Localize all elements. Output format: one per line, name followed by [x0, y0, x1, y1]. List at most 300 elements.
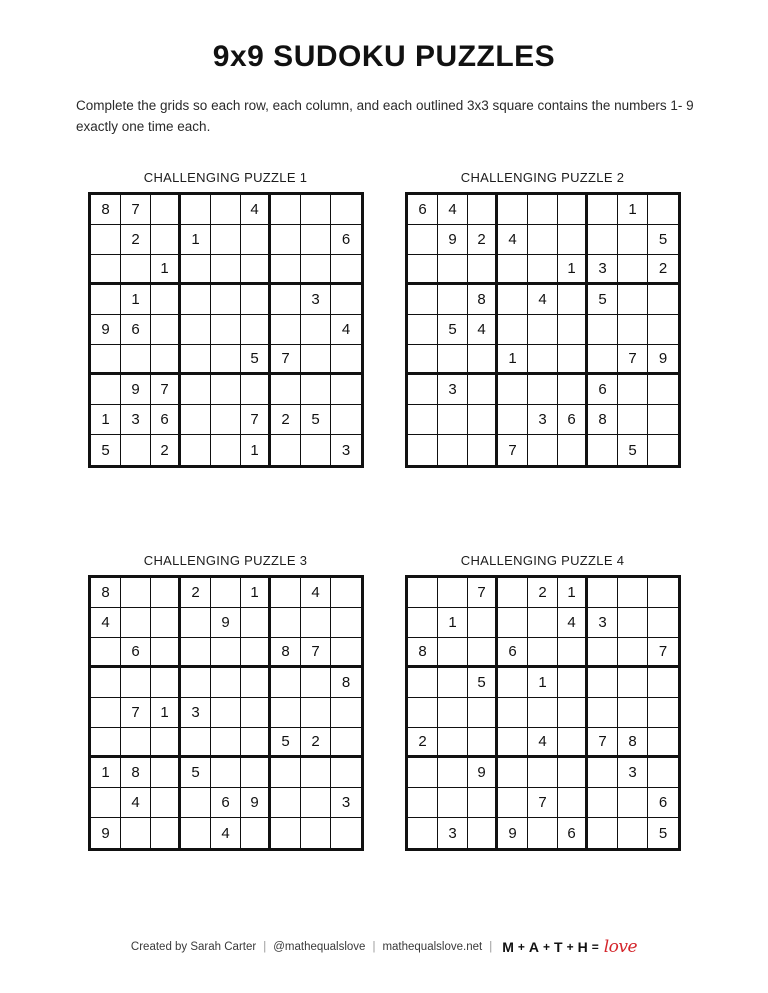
sudoku-cell[interactable] — [468, 818, 498, 848]
sudoku-cell[interactable]: 6 — [648, 788, 678, 818]
sudoku-cell[interactable]: 2 — [151, 435, 181, 465]
sudoku-cell[interactable]: 8 — [618, 728, 648, 758]
sudoku-cell[interactable] — [588, 758, 618, 788]
sudoku-cell[interactable] — [618, 225, 648, 255]
sudoku-cell[interactable] — [408, 698, 438, 728]
sudoku-cell[interactable]: 8 — [468, 285, 498, 315]
sudoku-cell[interactable]: 7 — [498, 435, 528, 465]
sudoku-cell[interactable] — [181, 255, 211, 285]
sudoku-cell[interactable]: 1 — [241, 435, 271, 465]
sudoku-cell[interactable] — [618, 578, 648, 608]
sudoku-cell[interactable] — [498, 375, 528, 405]
sudoku-cell[interactable] — [438, 788, 468, 818]
sudoku-cell[interactable] — [648, 758, 678, 788]
sudoku-cell[interactable]: 8 — [91, 578, 121, 608]
sudoku-cell[interactable] — [588, 345, 618, 375]
sudoku-cell[interactable]: 4 — [528, 728, 558, 758]
sudoku-cell[interactable] — [648, 668, 678, 698]
sudoku-cell[interactable] — [151, 225, 181, 255]
sudoku-cell[interactable] — [468, 788, 498, 818]
sudoku-cell[interactable] — [241, 375, 271, 405]
sudoku-cell[interactable] — [331, 608, 361, 638]
sudoku-cell[interactable]: 2 — [181, 578, 211, 608]
sudoku-cell[interactable]: 7 — [618, 345, 648, 375]
sudoku-cell[interactable]: 5 — [438, 315, 468, 345]
sudoku-cell[interactable] — [151, 638, 181, 668]
sudoku-cell[interactable] — [301, 315, 331, 345]
sudoku-cell[interactable] — [271, 195, 301, 225]
sudoku-cell[interactable] — [618, 818, 648, 848]
sudoku-cell[interactable] — [211, 195, 241, 225]
sudoku-cell[interactable]: 4 — [241, 195, 271, 225]
sudoku-cell[interactable] — [408, 255, 438, 285]
sudoku-cell[interactable]: 3 — [181, 698, 211, 728]
sudoku-cell[interactable] — [91, 698, 121, 728]
sudoku-cell[interactable] — [121, 668, 151, 698]
sudoku-cell[interactable] — [528, 195, 558, 225]
sudoku-cell[interactable] — [558, 728, 588, 758]
sudoku-cell[interactable] — [211, 345, 241, 375]
sudoku-cell[interactable] — [151, 758, 181, 788]
sudoku-cell[interactable] — [468, 345, 498, 375]
sudoku-cell[interactable]: 3 — [121, 405, 151, 435]
sudoku-cell[interactable] — [408, 758, 438, 788]
sudoku-cell[interactable] — [588, 435, 618, 465]
sudoku-cell[interactable] — [331, 728, 361, 758]
sudoku-cell[interactable]: 5 — [91, 435, 121, 465]
sudoku-cell[interactable] — [301, 608, 331, 638]
sudoku-cell[interactable]: 3 — [438, 375, 468, 405]
sudoku-cell[interactable]: 2 — [271, 405, 301, 435]
sudoku-cell[interactable]: 4 — [468, 315, 498, 345]
sudoku-cell[interactable] — [528, 435, 558, 465]
sudoku-cell[interactable]: 5 — [241, 345, 271, 375]
sudoku-cell[interactable] — [408, 578, 438, 608]
sudoku-cell[interactable] — [558, 285, 588, 315]
sudoku-cell[interactable] — [648, 608, 678, 638]
sudoku-cell[interactable] — [588, 195, 618, 225]
sudoku-cell[interactable] — [301, 435, 331, 465]
sudoku-cell[interactable] — [498, 788, 528, 818]
sudoku-cell[interactable] — [648, 698, 678, 728]
sudoku-cell[interactable]: 4 — [331, 315, 361, 345]
sudoku-cell[interactable] — [528, 315, 558, 345]
sudoku-cell[interactable]: 6 — [121, 315, 151, 345]
sudoku-cell[interactable] — [91, 345, 121, 375]
sudoku-cell[interactable] — [271, 225, 301, 255]
sudoku-cell[interactable]: 9 — [121, 375, 151, 405]
sudoku-cell[interactable]: 8 — [408, 638, 438, 668]
sudoku-cell[interactable]: 6 — [408, 195, 438, 225]
sudoku-cell[interactable]: 4 — [301, 578, 331, 608]
sudoku-cell[interactable] — [648, 375, 678, 405]
sudoku-cell[interactable]: 5 — [301, 405, 331, 435]
sudoku-cell[interactable]: 9 — [468, 758, 498, 788]
sudoku-cell[interactable] — [211, 315, 241, 345]
sudoku-cell[interactable] — [271, 698, 301, 728]
sudoku-cell[interactable]: 3 — [331, 788, 361, 818]
sudoku-cell[interactable] — [151, 668, 181, 698]
sudoku-cell[interactable]: 1 — [618, 195, 648, 225]
sudoku-cell[interactable] — [331, 638, 361, 668]
sudoku-cell[interactable] — [528, 638, 558, 668]
sudoku-cell[interactable]: 3 — [528, 405, 558, 435]
sudoku-cell[interactable] — [408, 668, 438, 698]
sudoku-cell[interactable] — [241, 225, 271, 255]
sudoku-grid-4[interactable] — [405, 575, 681, 851]
sudoku-cell[interactable]: 1 — [121, 285, 151, 315]
sudoku-cell[interactable] — [498, 668, 528, 698]
sudoku-cell[interactable] — [498, 285, 528, 315]
sudoku-cell[interactable] — [558, 788, 588, 818]
sudoku-cell[interactable] — [91, 788, 121, 818]
sudoku-cell[interactable] — [91, 225, 121, 255]
sudoku-cell[interactable] — [241, 315, 271, 345]
sudoku-cell[interactable]: 6 — [498, 638, 528, 668]
sudoku-cell[interactable] — [301, 375, 331, 405]
sudoku-cell[interactable] — [151, 788, 181, 818]
sudoku-cell[interactable] — [271, 758, 301, 788]
sudoku-cell[interactable] — [271, 788, 301, 818]
sudoku-cell[interactable]: 4 — [121, 788, 151, 818]
sudoku-cell[interactable] — [558, 345, 588, 375]
sudoku-cell[interactable] — [498, 758, 528, 788]
sudoku-cell[interactable] — [618, 405, 648, 435]
sudoku-cell[interactable] — [121, 435, 151, 465]
sudoku-cell[interactable]: 1 — [528, 668, 558, 698]
sudoku-cell[interactable]: 8 — [331, 668, 361, 698]
sudoku-cell[interactable] — [121, 818, 151, 848]
sudoku-cell[interactable] — [528, 375, 558, 405]
sudoku-cell[interactable] — [408, 375, 438, 405]
sudoku-cell[interactable]: 8 — [271, 638, 301, 668]
sudoku-cell[interactable] — [211, 375, 241, 405]
sudoku-cell[interactable]: 3 — [438, 818, 468, 848]
sudoku-cell[interactable] — [241, 728, 271, 758]
sudoku-cell[interactable] — [271, 255, 301, 285]
sudoku-cell[interactable] — [271, 818, 301, 848]
sudoku-cell[interactable]: 5 — [468, 668, 498, 698]
sudoku-cell[interactable] — [558, 698, 588, 728]
sudoku-cell[interactable] — [331, 578, 361, 608]
sudoku-cell[interactable]: 2 — [648, 255, 678, 285]
sudoku-cell[interactable]: 9 — [91, 818, 121, 848]
sudoku-cell[interactable] — [648, 285, 678, 315]
sudoku-cell[interactable] — [558, 668, 588, 698]
sudoku-cell[interactable] — [618, 285, 648, 315]
sudoku-cell[interactable] — [408, 285, 438, 315]
sudoku-cell[interactable] — [151, 345, 181, 375]
sudoku-cell[interactable]: 2 — [121, 225, 151, 255]
sudoku-cell[interactable] — [181, 195, 211, 225]
sudoku-cell[interactable] — [558, 435, 588, 465]
sudoku-cell[interactable] — [91, 375, 121, 405]
sudoku-cell[interactable]: 4 — [558, 608, 588, 638]
sudoku-cell[interactable] — [151, 728, 181, 758]
sudoku-cell[interactable] — [498, 728, 528, 758]
sudoku-cell[interactable] — [271, 608, 301, 638]
sudoku-cell[interactable] — [151, 578, 181, 608]
sudoku-cell[interactable] — [588, 638, 618, 668]
sudoku-cell[interactable] — [181, 608, 211, 638]
sudoku-cell[interactable]: 6 — [588, 375, 618, 405]
sudoku-cell[interactable] — [498, 195, 528, 225]
sudoku-cell[interactable] — [151, 285, 181, 315]
sudoku-cell[interactable] — [271, 435, 301, 465]
sudoku-cell[interactable]: 8 — [121, 758, 151, 788]
sudoku-cell[interactable]: 4 — [211, 818, 241, 848]
sudoku-cell[interactable]: 6 — [558, 818, 588, 848]
sudoku-cell[interactable] — [438, 435, 468, 465]
sudoku-cell[interactable] — [648, 728, 678, 758]
sudoku-cell[interactable] — [151, 315, 181, 345]
sudoku-cell[interactable] — [468, 375, 498, 405]
sudoku-cell[interactable]: 4 — [91, 608, 121, 638]
sudoku-cell[interactable] — [498, 405, 528, 435]
sudoku-cell[interactable] — [558, 375, 588, 405]
sudoku-cell[interactable] — [301, 818, 331, 848]
sudoku-cell[interactable] — [618, 638, 648, 668]
sudoku-cell[interactable]: 4 — [438, 195, 468, 225]
sudoku-cell[interactable]: 8 — [588, 405, 618, 435]
sudoku-cell[interactable]: 2 — [408, 728, 438, 758]
sudoku-cell[interactable] — [211, 698, 241, 728]
sudoku-cell[interactable] — [528, 818, 558, 848]
sudoku-cell[interactable] — [558, 758, 588, 788]
sudoku-cell[interactable] — [241, 285, 271, 315]
sudoku-cell[interactable] — [181, 345, 211, 375]
sudoku-cell[interactable]: 3 — [588, 255, 618, 285]
sudoku-cell[interactable]: 9 — [241, 788, 271, 818]
sudoku-cell[interactable] — [181, 405, 211, 435]
sudoku-cell[interactable] — [438, 728, 468, 758]
sudoku-cell[interactable] — [468, 728, 498, 758]
sudoku-cell[interactable] — [498, 578, 528, 608]
sudoku-cell[interactable] — [121, 255, 151, 285]
sudoku-cell[interactable]: 7 — [301, 638, 331, 668]
sudoku-cell[interactable]: 4 — [528, 285, 558, 315]
sudoku-cell[interactable] — [91, 255, 121, 285]
sudoku-cell[interactable] — [528, 225, 558, 255]
sudoku-cell[interactable]: 1 — [558, 255, 588, 285]
sudoku-cell[interactable] — [618, 375, 648, 405]
sudoku-cell[interactable] — [301, 345, 331, 375]
sudoku-cell[interactable]: 7 — [151, 375, 181, 405]
sudoku-cell[interactable]: 6 — [331, 225, 361, 255]
sudoku-cell[interactable]: 2 — [528, 578, 558, 608]
sudoku-cell[interactable]: 7 — [588, 728, 618, 758]
sudoku-cell[interactable] — [181, 285, 211, 315]
sudoku-cell[interactable] — [241, 255, 271, 285]
sudoku-cell[interactable] — [211, 728, 241, 758]
sudoku-cell[interactable] — [301, 255, 331, 285]
sudoku-cell[interactable] — [271, 285, 301, 315]
sudoku-cell[interactable] — [408, 345, 438, 375]
sudoku-cell[interactable] — [331, 698, 361, 728]
sudoku-cell[interactable] — [588, 818, 618, 848]
sudoku-cell[interactable] — [468, 698, 498, 728]
sudoku-cell[interactable] — [408, 608, 438, 638]
sudoku-cell[interactable] — [468, 435, 498, 465]
sudoku-cell[interactable] — [211, 435, 241, 465]
sudoku-cell[interactable] — [241, 758, 271, 788]
sudoku-cell[interactable] — [468, 255, 498, 285]
sudoku-cell[interactable]: 7 — [528, 788, 558, 818]
sudoku-cell[interactable] — [438, 285, 468, 315]
sudoku-cell[interactable] — [558, 225, 588, 255]
sudoku-cell[interactable] — [438, 638, 468, 668]
sudoku-cell[interactable] — [618, 788, 648, 818]
sudoku-cell[interactable] — [91, 285, 121, 315]
sudoku-cell[interactable] — [438, 758, 468, 788]
sudoku-cell[interactable] — [438, 578, 468, 608]
sudoku-cell[interactable] — [408, 435, 438, 465]
sudoku-cell[interactable] — [498, 608, 528, 638]
sudoku-cell[interactable] — [181, 638, 211, 668]
sudoku-cell[interactable]: 1 — [181, 225, 211, 255]
sudoku-cell[interactable] — [498, 255, 528, 285]
sudoku-cell[interactable] — [331, 345, 361, 375]
sudoku-cell[interactable] — [438, 345, 468, 375]
sudoku-cell[interactable] — [151, 818, 181, 848]
sudoku-cell[interactable]: 3 — [588, 608, 618, 638]
sudoku-cell[interactable] — [331, 285, 361, 315]
sudoku-cell[interactable] — [181, 788, 211, 818]
sudoku-cell[interactable]: 3 — [618, 758, 648, 788]
sudoku-cell[interactable]: 7 — [468, 578, 498, 608]
sudoku-cell[interactable] — [181, 315, 211, 345]
sudoku-cell[interactable]: 1 — [498, 345, 528, 375]
sudoku-cell[interactable] — [498, 315, 528, 345]
sudoku-cell[interactable] — [648, 195, 678, 225]
sudoku-cell[interactable] — [211, 405, 241, 435]
sudoku-grid-3[interactable] — [88, 575, 364, 851]
sudoku-cell[interactable]: 2 — [301, 728, 331, 758]
sudoku-cell[interactable] — [618, 255, 648, 285]
sudoku-cell[interactable]: 1 — [91, 758, 121, 788]
sudoku-cell[interactable]: 5 — [648, 818, 678, 848]
sudoku-cell[interactable] — [211, 668, 241, 698]
sudoku-cell[interactable]: 5 — [181, 758, 211, 788]
sudoku-cell[interactable] — [181, 435, 211, 465]
sudoku-cell[interactable] — [331, 818, 361, 848]
sudoku-cell[interactable]: 9 — [498, 818, 528, 848]
sudoku-cell[interactable] — [648, 435, 678, 465]
sudoku-cell[interactable]: 6 — [121, 638, 151, 668]
sudoku-cell[interactable] — [588, 315, 618, 345]
sudoku-cell[interactable]: 7 — [271, 345, 301, 375]
sudoku-cell[interactable] — [408, 315, 438, 345]
sudoku-cell[interactable] — [618, 668, 648, 698]
sudoku-cell[interactable] — [301, 668, 331, 698]
sudoku-cell[interactable] — [211, 758, 241, 788]
sudoku-cell[interactable]: 1 — [438, 608, 468, 638]
sudoku-cell[interactable]: 6 — [211, 788, 241, 818]
sudoku-cell[interactable] — [408, 818, 438, 848]
sudoku-cell[interactable] — [438, 698, 468, 728]
sudoku-cell[interactable] — [211, 225, 241, 255]
sudoku-cell[interactable] — [211, 638, 241, 668]
sudoku-cell[interactable] — [468, 405, 498, 435]
sudoku-cell[interactable] — [558, 315, 588, 345]
sudoku-cell[interactable]: 2 — [468, 225, 498, 255]
sudoku-cell[interactable] — [588, 578, 618, 608]
sudoku-cell[interactable]: 4 — [498, 225, 528, 255]
sudoku-cell[interactable] — [301, 225, 331, 255]
sudoku-cell[interactable] — [331, 195, 361, 225]
sudoku-cell[interactable] — [588, 668, 618, 698]
sudoku-cell[interactable]: 1 — [558, 578, 588, 608]
sudoku-cell[interactable] — [528, 758, 558, 788]
sudoku-cell[interactable] — [301, 698, 331, 728]
sudoku-cell[interactable] — [468, 608, 498, 638]
sudoku-cell[interactable] — [151, 608, 181, 638]
sudoku-cell[interactable] — [588, 788, 618, 818]
sudoku-cell[interactable] — [558, 638, 588, 668]
sudoku-cell[interactable]: 5 — [588, 285, 618, 315]
sudoku-cell[interactable]: 1 — [91, 405, 121, 435]
sudoku-cell[interactable] — [528, 345, 558, 375]
sudoku-cell[interactable] — [408, 788, 438, 818]
sudoku-cell[interactable] — [121, 345, 151, 375]
sudoku-cell[interactable]: 1 — [151, 698, 181, 728]
sudoku-cell[interactable]: 7 — [241, 405, 271, 435]
sudoku-cell[interactable] — [211, 255, 241, 285]
sudoku-cell[interactable] — [151, 195, 181, 225]
sudoku-cell[interactable] — [588, 698, 618, 728]
sudoku-cell[interactable] — [588, 225, 618, 255]
sudoku-cell[interactable] — [91, 728, 121, 758]
sudoku-cell[interactable]: 1 — [241, 578, 271, 608]
sudoku-cell[interactable] — [618, 315, 648, 345]
sudoku-cell[interactable] — [211, 285, 241, 315]
sudoku-cell[interactable]: 9 — [648, 345, 678, 375]
sudoku-cell[interactable] — [648, 578, 678, 608]
sudoku-cell[interactable] — [528, 255, 558, 285]
sudoku-cell[interactable] — [408, 225, 438, 255]
sudoku-cell[interactable] — [468, 638, 498, 668]
sudoku-cell[interactable]: 9 — [438, 225, 468, 255]
sudoku-cell[interactable] — [121, 578, 151, 608]
sudoku-cell[interactable]: 1 — [151, 255, 181, 285]
sudoku-grid-1[interactable] — [88, 192, 364, 468]
sudoku-cell[interactable] — [271, 375, 301, 405]
sudoku-cell[interactable] — [181, 375, 211, 405]
sudoku-cell[interactable]: 5 — [271, 728, 301, 758]
sudoku-cell[interactable] — [498, 698, 528, 728]
sudoku-cell[interactable] — [301, 195, 331, 225]
sudoku-cell[interactable] — [121, 608, 151, 638]
sudoku-cell[interactable] — [271, 315, 301, 345]
sudoku-cell[interactable] — [241, 638, 271, 668]
sudoku-cell[interactable] — [181, 818, 211, 848]
sudoku-cell[interactable] — [618, 698, 648, 728]
sudoku-cell[interactable] — [648, 315, 678, 345]
sudoku-cell[interactable]: 7 — [121, 195, 151, 225]
sudoku-cell[interactable] — [241, 698, 271, 728]
sudoku-cell[interactable]: 9 — [91, 315, 121, 345]
sudoku-cell[interactable] — [91, 638, 121, 668]
sudoku-cell[interactable] — [241, 608, 271, 638]
sudoku-cell[interactable] — [301, 758, 331, 788]
sudoku-cell[interactable] — [331, 375, 361, 405]
sudoku-cell[interactable] — [331, 255, 361, 285]
sudoku-cell[interactable] — [241, 818, 271, 848]
sudoku-cell[interactable]: 8 — [91, 195, 121, 225]
sudoku-cell[interactable]: 3 — [331, 435, 361, 465]
sudoku-cell[interactable] — [438, 255, 468, 285]
sudoku-cell[interactable]: 7 — [648, 638, 678, 668]
